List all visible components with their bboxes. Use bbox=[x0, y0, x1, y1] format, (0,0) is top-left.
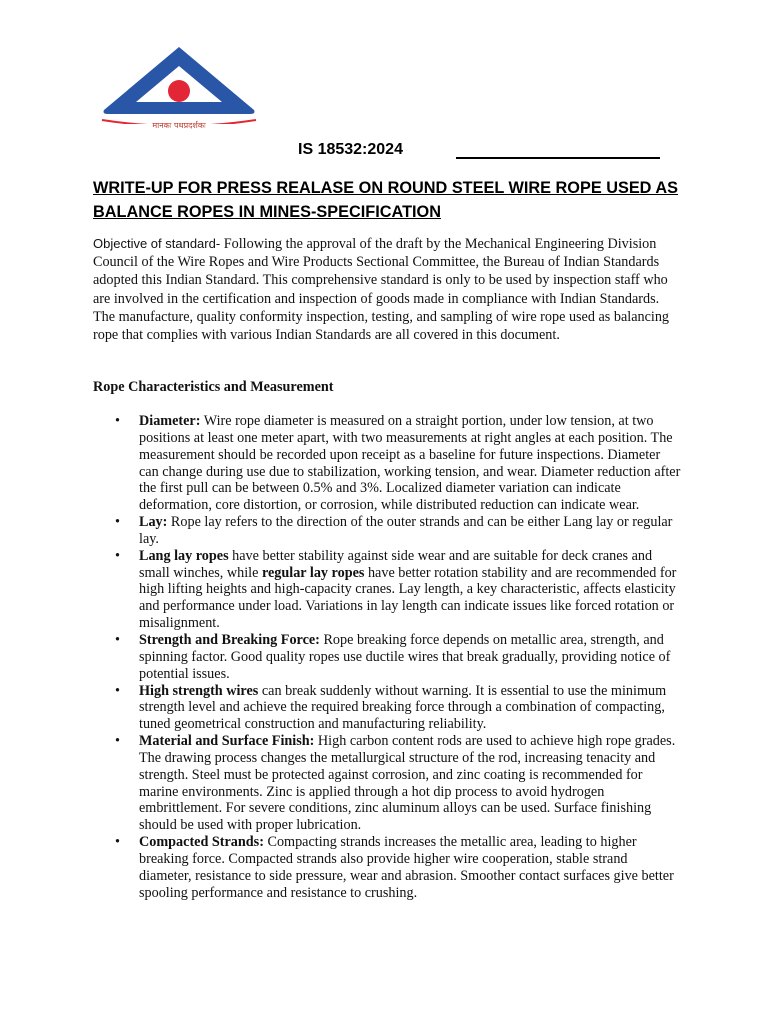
bullet-term: Strength and Breaking Force: bbox=[139, 631, 320, 648]
bullet-term: Compacted Strands: bbox=[139, 834, 264, 851]
bullet-icon: • bbox=[115, 514, 120, 531]
logo-caption: मानकः पथप्रदर्शकः bbox=[152, 121, 206, 130]
objective-text: Following the approval of the draft by the Mechanical Engineering Division Council of the Wire Ropes and Wire Products Sectional Committee, the Bureau of Indian Standards adopted this Indian Standard. This comprehensive standard is only to be used by inspection staff who are involved in the certification and inspection of goods made in compliance with Indian Standards. The manufacture, quality conformity inspection, testing, and sampling of wire rope used as balancing rope that complies with various Indian Standards are all covered in this document. bbox=[93, 236, 670, 344]
bullet-icon: • bbox=[115, 733, 120, 750]
bullet-term: Material and Surface Finish: bbox=[139, 733, 315, 750]
list-item bbox=[93, 683, 681, 734]
bullet-text-secondary: have better rotation stability and are recommended for high lifting heights and high-capacity cranes. Lay length, a key characteristic, affects elasticity and performance under load. Variations in lay length can indicate issues like forced rotation or misalignment. bbox=[139, 564, 677, 632]
bullet-text: Wire rope diameter is measured on a straight portion, under low tension, at two positions at least one meter apart, with two measurements at right angles at each position. The measurement should be recorded upon receipt as a baseline for future inspections. Diameter can change during use due to stabilization, working tension, and wear. Diameter reduction after the first pull can be between 0.5% and 3%. Localized diameter variation can indicate deformation, core distortion, or corrosion, while distributed reduction can indicate wear. bbox=[139, 413, 681, 514]
bullet-text: can break suddenly without warning. It is essential to use the minimum strength level and achieve the required breaking force through a combination of compacting, tuned geometrical construction and manufacturing reliability. bbox=[139, 682, 667, 733]
bullet-term: Lay: bbox=[139, 514, 168, 531]
list-item bbox=[93, 548, 681, 632]
headline: WRITE-UP FOR PRESS REALASE ON ROUND STEEL WIRE ROPE USED AS BALANCE ROPES IN MINES-SPECIFICATION bbox=[93, 179, 678, 221]
bullet-icon: • bbox=[115, 547, 120, 564]
bullet-icon: • bbox=[115, 834, 120, 851]
bullet-text: Rope breaking force depends on metallic area, strength, and spinning factor. Good quality ropes use ductile wires that break gradually, providing notice of potential issues. bbox=[139, 631, 671, 682]
signature-line bbox=[456, 157, 660, 159]
bullet-text: Compacting strands increases the metallic area, leading to higher breaking force. Compacted strands also provide higher wire cooperation, stable strand diameter, resistance to side pressure, wear and abrasion. Smoother contact surfaces give better spooling performance and resistance to crushing. bbox=[139, 834, 674, 901]
characteristics-list bbox=[93, 413, 681, 901]
bis-triangle-logo-icon bbox=[96, 44, 262, 124]
section-heading: Rope Characteristics and Measurement bbox=[93, 379, 334, 395]
bullet-icon: • bbox=[115, 413, 120, 429]
bullet-text: have better stability against side wear and are suitable for deck cranes and small winches, while bbox=[139, 547, 653, 581]
objective-label: Objective of standard- bbox=[93, 236, 221, 251]
bullet-text: Rope lay refers to the direction of the outer strands and can be either Lang lay or regular lay. bbox=[139, 514, 673, 547]
list-item bbox=[93, 733, 681, 834]
standard-number: IS 18532:2024 bbox=[298, 141, 403, 158]
bullet-term-secondary: regular lay ropes bbox=[261, 564, 365, 581]
list-item bbox=[93, 632, 681, 683]
list-item bbox=[93, 413, 681, 514]
bullet-term: Lang lay ropes bbox=[139, 547, 229, 564]
bullet-icon: • bbox=[115, 682, 120, 699]
bullet-term: Diameter: bbox=[139, 413, 201, 429]
objective-paragraph bbox=[93, 235, 675, 344]
bullet-term: High strength wires bbox=[139, 682, 259, 699]
list-item bbox=[93, 834, 681, 901]
bis-logo bbox=[96, 44, 262, 140]
bullet-icon: • bbox=[115, 631, 120, 648]
bullet-text: High carbon content rods are used to achieve high rope grades. The drawing process changes the metallurgical structure of the rod, increasing tenacity and strength. Steel must be protected against corrosion, and zinc coating is recommended for marine environments. Zinc is applied through a hot dip process to avoid hydrogen embrittlement. For severe conditions, zinc aluminum alloys can be used. Surface finishing should be used with proper lubrication. bbox=[139, 733, 676, 834]
list-item bbox=[93, 514, 681, 548]
